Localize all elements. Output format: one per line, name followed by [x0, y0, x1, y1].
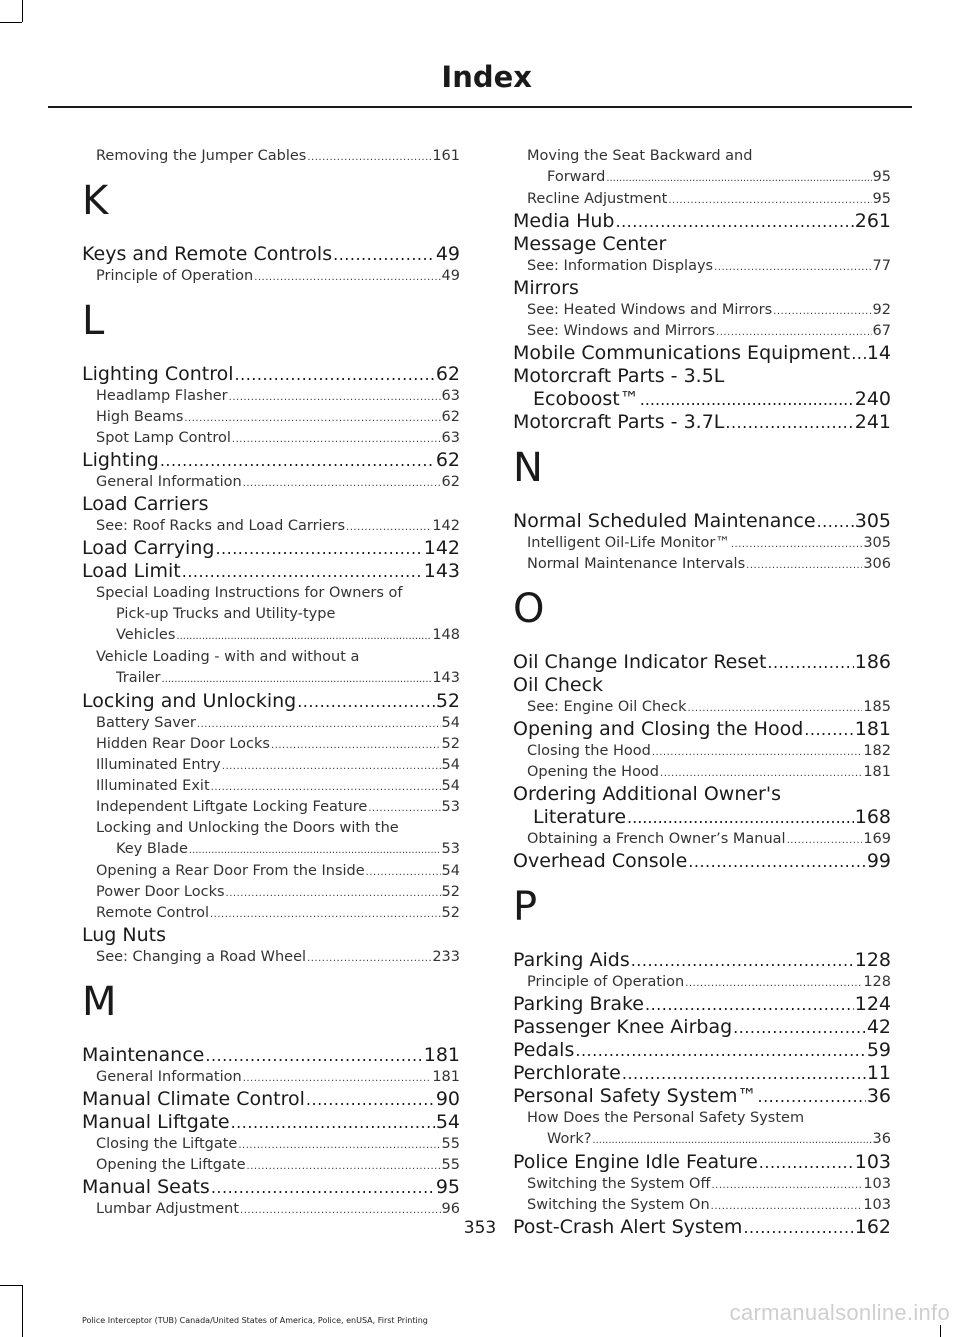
section-letter: K — [82, 178, 109, 224]
dot-leader — [688, 850, 866, 873]
dot-leader — [711, 1196, 863, 1217]
section-letter: L — [82, 298, 105, 344]
dot-leader — [271, 735, 441, 756]
entry-label: Oil Change Indicator Reset — [513, 651, 767, 673]
crop-mark-bottom-left-vertical — [22, 1285, 23, 1337]
dot-leader — [711, 1175, 862, 1196]
dot-leader — [211, 777, 441, 798]
index-entry[interactable] — [82, 243, 460, 266]
index-subentry[interactable] — [82, 647, 460, 690]
entry-label-line: How Does the Personal Safety System — [527, 1110, 805, 1126]
entry-label: Power Door Locks — [96, 884, 225, 900]
page-number: 353 — [463, 1218, 497, 1238]
index-subentry[interactable] — [82, 1199, 460, 1220]
dot-leader — [162, 669, 432, 690]
entry-page-number: 142 — [432, 518, 460, 534]
entry-label: Parking Brake — [513, 993, 644, 1015]
index-subentry[interactable] — [513, 1174, 891, 1195]
entry-page-number: 233 — [432, 949, 460, 965]
entry-page-number: 305 — [863, 535, 891, 551]
index-entry[interactable] — [513, 949, 891, 972]
dot-leader — [757, 1085, 865, 1108]
entry-page-number: 124 — [854, 993, 891, 1015]
entry-label: General Information — [96, 474, 242, 490]
entry-label: Forward — [547, 169, 606, 185]
index-entry[interactable] — [513, 783, 891, 829]
crop-mark-bottom-left-horizontal — [0, 1285, 22, 1286]
entry-page-number: 103 — [854, 1151, 891, 1173]
entry-page-number: 36 — [872, 1131, 891, 1147]
dot-leader — [714, 257, 871, 278]
entry-page-number: 169 — [863, 831, 891, 847]
entry-page-number: 306 — [863, 556, 891, 572]
dot-leader — [725, 411, 853, 434]
entry-page-number: 148 — [432, 627, 460, 643]
dot-leader — [731, 534, 862, 555]
dot-leader — [716, 322, 872, 343]
entry-page-number: 52 — [435, 690, 460, 712]
index-entry[interactable] — [82, 449, 460, 472]
dot-leader — [205, 1044, 422, 1067]
entry-page-number: 181 — [854, 718, 891, 740]
entry-page-number: 54 — [441, 715, 460, 731]
entry-page-number: 63 — [441, 388, 460, 404]
index-entry[interactable] — [82, 537, 460, 560]
entry-page-number: 62 — [441, 474, 460, 490]
dot-leader — [368, 798, 440, 819]
index-entry[interactable] — [513, 651, 891, 674]
entry-page-number: 95 — [872, 191, 891, 207]
dot-leader — [851, 342, 866, 365]
entry-label-line: Ordering Additional Owner's — [513, 783, 781, 805]
dot-leader — [231, 1111, 435, 1134]
dot-leader — [238, 1135, 440, 1156]
dot-leader — [307, 147, 431, 168]
entry-label: Lumbar Adjustment — [96, 1201, 240, 1217]
index-entry-heading[interactable]: Message Center — [513, 233, 667, 255]
section-letter: O — [513, 586, 545, 632]
entry-label: Maintenance — [82, 1044, 205, 1066]
entry-label: Battery Saver — [96, 715, 196, 731]
entry-page-number: 142 — [423, 537, 460, 559]
index-entry[interactable] — [513, 1151, 891, 1174]
entry-page-number: 241 — [854, 411, 891, 433]
entry-page-number: 181 — [423, 1044, 460, 1066]
entry-label: Pedals — [513, 1039, 575, 1061]
index-entry[interactable] — [82, 1111, 460, 1134]
entry-label-line: Pick-up Trucks and Utility-type — [116, 606, 336, 622]
footer-text: Police Interceptor (TUB) Canada/United States of America, Police, enUSA, First Printing — [82, 1316, 428, 1325]
dot-leader — [232, 429, 441, 450]
index-subentry[interactable] — [82, 583, 460, 647]
index-entry[interactable] — [513, 411, 891, 434]
entry-label: See: Roof Racks and Load Carriers — [96, 518, 346, 534]
entry-label: Parking Aids — [513, 949, 630, 971]
entry-label-line: Vehicle Loading - with and without a — [96, 649, 360, 665]
index-subentry[interactable] — [82, 472, 460, 493]
entry-label: Illuminated Entry — [96, 757, 221, 773]
index-entry[interactable] — [513, 510, 891, 533]
entry-label: Principle of Operation — [527, 974, 685, 990]
index-entry-heading[interactable]: Mirrors — [513, 277, 579, 299]
dot-leader — [229, 387, 441, 408]
index-subentry[interactable] — [513, 972, 891, 993]
index-subentry[interactable] — [513, 1108, 891, 1151]
dot-leader — [746, 555, 862, 576]
dot-leader — [346, 517, 431, 538]
crop-mark-top-left-vertical — [22, 0, 23, 22]
entry-label: Personal Safety System™ — [513, 1085, 757, 1107]
dot-leader — [254, 267, 440, 288]
dot-leader — [787, 830, 863, 851]
entry-page-number: 36 — [866, 1085, 891, 1107]
section-letter: M — [82, 979, 117, 1025]
entry-label: Principle of Operation — [96, 268, 254, 284]
index-entry[interactable] — [513, 1016, 891, 1039]
entry-label: See: Changing a Road Wheel — [96, 949, 307, 965]
entry-page-number: 96 — [441, 1201, 460, 1217]
dot-leader — [631, 949, 854, 972]
entry-label: Switching the System On — [527, 1197, 710, 1213]
entry-page-number: 99 — [866, 850, 891, 872]
entry-page-number: 52 — [441, 736, 460, 752]
entry-label: Passenger Knee Airbag — [513, 1016, 733, 1038]
entry-page-number: 14 — [866, 342, 891, 364]
entry-page-number: 49 — [441, 268, 460, 284]
index-subentry[interactable] — [513, 829, 891, 850]
index-subentry[interactable] — [82, 776, 460, 797]
dot-leader — [226, 883, 441, 904]
entry-label: Lighting Control — [82, 363, 234, 385]
entry-page-number: 62 — [435, 363, 460, 385]
entry-label: Closing the Hood — [527, 743, 651, 759]
index-entry[interactable] — [82, 560, 460, 583]
entry-page-number: 63 — [441, 430, 460, 446]
index-subentry[interactable] — [82, 407, 460, 428]
entry-page-number: 52 — [441, 884, 460, 900]
dot-leader — [184, 408, 440, 429]
entry-label: Removing the Jumper Cables — [96, 148, 307, 164]
index-subentry[interactable] — [513, 741, 891, 762]
index-entry[interactable] — [82, 1088, 460, 1111]
index-entry[interactable] — [513, 850, 891, 873]
index-subentry[interactable] — [82, 818, 460, 861]
entry-label: Normal Scheduled Maintenance — [513, 510, 816, 532]
dot-leader — [197, 714, 441, 735]
index-subentry[interactable] — [82, 861, 460, 882]
entry-label: Illuminated Exit — [96, 778, 210, 794]
entry-label: See: Windows and Mirrors — [527, 323, 716, 339]
entry-page-number: 54 — [441, 863, 460, 879]
entry-label: Keys and Remote Controls — [82, 243, 333, 265]
index-entry[interactable] — [513, 342, 891, 365]
entry-label: Load Limit — [82, 560, 181, 582]
entry-page-number: 53 — [441, 799, 460, 815]
entry-page-number: 186 — [854, 651, 891, 673]
index-subentry[interactable] — [513, 1195, 891, 1216]
entry-page-number: 59 — [866, 1039, 891, 1061]
index-entry[interactable] — [513, 718, 891, 741]
header-rule — [48, 106, 912, 108]
index-subentry[interactable] — [513, 554, 891, 575]
entry-page-number: 77 — [872, 258, 891, 274]
index-subentry[interactable] — [82, 734, 460, 755]
entry-label: High Beams — [96, 409, 184, 425]
index-subentry[interactable] — [513, 321, 891, 342]
dot-leader — [306, 1088, 435, 1111]
dot-leader — [652, 742, 862, 763]
dot-leader — [759, 1151, 854, 1174]
entry-label: Headlamp Flasher — [96, 388, 228, 404]
dot-leader — [297, 690, 435, 713]
dot-leader — [627, 806, 854, 829]
dot-leader — [640, 388, 854, 411]
dot-leader — [210, 904, 441, 925]
entry-page-number: 103 — [863, 1176, 891, 1192]
index-subentry[interactable] — [82, 947, 460, 968]
entry-label: Lighting — [82, 449, 159, 471]
entry-label: Recline Adjustment — [527, 191, 668, 207]
entry-page-number: 103 — [863, 1197, 891, 1213]
index-subentry[interactable] — [82, 386, 460, 407]
entry-page-number: 55 — [441, 1157, 460, 1173]
entry-label: Manual Seats — [82, 1176, 210, 1198]
index-entry-heading[interactable]: Load Carriers — [82, 493, 209, 515]
index-subentry[interactable] — [82, 266, 460, 287]
entry-label: Load Carrying — [82, 537, 215, 559]
dot-leader — [366, 862, 441, 883]
entry-label: Manual Liftgate — [82, 1111, 230, 1133]
dot-leader — [622, 1062, 866, 1085]
entry-page-number: 62 — [435, 449, 460, 471]
index-subentry[interactable] — [513, 189, 891, 210]
dot-leader — [804, 718, 853, 741]
entry-label: Opening and Closing the Hood — [513, 718, 804, 740]
entry-page-number: 54 — [441, 757, 460, 773]
entry-page-number: 54 — [435, 1111, 460, 1133]
index-subentry[interactable] — [513, 256, 891, 277]
entry-page-number: 128 — [854, 949, 891, 971]
crop-mark-bottom-right-vertical — [940, 1325, 941, 1337]
entry-label: Perchlorate — [513, 1062, 621, 1084]
entry-page-number: 53 — [441, 841, 460, 857]
entry-page-number: 42 — [866, 1016, 891, 1038]
dot-leader — [333, 243, 435, 266]
index-entry[interactable] — [513, 993, 891, 1016]
entry-page-number: 261 — [854, 210, 891, 232]
dot-leader — [575, 1039, 865, 1062]
entry-label: Hidden Rear Door Locks — [96, 736, 270, 752]
dot-leader — [243, 1068, 432, 1089]
entry-page-number: 62 — [441, 409, 460, 425]
crop-mark-top-left-horizontal — [0, 22, 22, 23]
index-subentry[interactable] — [513, 533, 891, 554]
entry-page-number: 92 — [872, 302, 891, 318]
index-entry[interactable] — [513, 1062, 891, 1085]
entry-label: Media Hub — [513, 210, 615, 232]
entry-page-number: 143 — [423, 560, 460, 582]
entry-label: Motorcraft Parts - 3.7L — [513, 411, 725, 433]
entry-label: Switching the System Off — [527, 1176, 711, 1192]
index-subentry[interactable] — [82, 1155, 460, 1176]
index-subentry[interactable] — [513, 697, 891, 718]
entry-page-number: 182 — [863, 743, 891, 759]
watermark: carmanualsonline.info — [729, 1300, 950, 1325]
dot-leader — [176, 626, 431, 647]
dot-leader — [645, 993, 854, 1016]
entry-label: See: Engine Oil Check — [527, 699, 687, 715]
entry-page-number: 54 — [441, 778, 460, 794]
index-subentry[interactable] — [82, 903, 460, 924]
entry-page-number: 143 — [432, 670, 460, 686]
entry-page-number: 168 — [854, 806, 891, 828]
entry-label: Closing the Liftgate — [96, 1136, 238, 1152]
entry-label: Opening the Hood — [527, 764, 660, 780]
dot-leader — [773, 301, 871, 322]
index-entry[interactable] — [513, 365, 891, 411]
entry-label-line: Moving the Seat Backward and — [527, 148, 753, 164]
index-subentry[interactable] — [82, 882, 460, 903]
entry-label: Opening the Liftgate — [96, 1157, 246, 1173]
index-entry[interactable] — [82, 363, 460, 386]
entry-label: See: Information Displays — [527, 258, 714, 274]
dot-leader — [307, 948, 431, 969]
index-column-left — [82, 146, 460, 1220]
index-subentry[interactable] — [82, 516, 460, 537]
entry-page-number: 162 — [854, 1216, 891, 1238]
entry-page-number: 181 — [863, 764, 891, 780]
dot-leader — [668, 190, 871, 211]
index-entry[interactable] — [513, 1039, 891, 1062]
dot-leader — [733, 1016, 866, 1039]
dot-leader — [606, 168, 871, 189]
dot-leader — [767, 651, 853, 674]
entry-page-number: 90 — [435, 1088, 460, 1110]
index-subentry[interactable] — [82, 797, 460, 818]
entry-page-number: 52 — [441, 905, 460, 921]
dot-leader — [616, 210, 854, 233]
entry-label: Literature — [533, 806, 627, 828]
index-subentry[interactable] — [513, 762, 891, 783]
page-title: Index — [441, 60, 532, 94]
dot-leader — [688, 698, 863, 719]
index-subentry[interactable] — [82, 713, 460, 734]
entry-page-number: 240 — [854, 388, 891, 410]
entry-label: Manual Climate Control — [82, 1088, 305, 1110]
entry-label: Key Blade — [116, 841, 188, 857]
index-subentry[interactable] — [82, 1134, 460, 1155]
dot-leader — [660, 763, 862, 784]
entry-label: Opening a Rear Door From the Inside — [96, 863, 365, 879]
entry-label: Overhead Console — [513, 850, 688, 872]
index-subentry[interactable] — [513, 300, 891, 321]
entry-page-number: 55 — [441, 1136, 460, 1152]
section-letter: N — [513, 445, 543, 491]
index-column-right — [513, 146, 891, 1239]
section-letter: P — [513, 884, 538, 930]
dot-leader — [189, 840, 441, 861]
index-entry[interactable] — [82, 1044, 460, 1067]
index-entry[interactable] — [513, 1085, 891, 1108]
index-entry-heading[interactable]: Oil Check — [513, 674, 603, 696]
dot-leader — [235, 363, 435, 386]
entry-label-line: Motorcraft Parts - 3.5L — [513, 365, 725, 387]
entry-label-line: Special Loading Instructions for Owners of — [96, 585, 403, 601]
entry-label: Intelligent Oil-Life Monitor™ — [527, 535, 730, 551]
entry-label: Locking and Unlocking — [82, 690, 297, 712]
index-subentry[interactable] — [82, 1067, 460, 1088]
dot-leader — [685, 973, 862, 994]
dot-leader — [243, 473, 441, 494]
entry-page-number: 185 — [863, 699, 891, 715]
entry-label: Mobile Communications Equipment — [513, 342, 851, 364]
entry-label: Spot Lamp Control — [96, 430, 231, 446]
entry-page-number: 181 — [432, 1069, 460, 1085]
dot-leader — [211, 1176, 435, 1199]
index-entry[interactable] — [513, 210, 891, 233]
entry-label: Obtaining a French Owner’s Manual — [527, 831, 786, 847]
dot-leader — [592, 1130, 871, 1151]
dot-leader — [160, 449, 435, 472]
index-subentry[interactable] — [82, 146, 460, 167]
dot-leader — [817, 510, 854, 533]
entry-label: Work? — [547, 1131, 592, 1147]
entry-label-line: Locking and Unlocking the Doors with the — [96, 820, 399, 836]
index-entry-heading[interactable]: Lug Nuts — [82, 924, 166, 946]
entry-label: Ecoboost™ — [533, 388, 639, 410]
entry-label: Post-Crash Alert System — [513, 1216, 743, 1238]
entry-label: Remote Control — [96, 905, 209, 921]
entry-label: Normal Maintenance Intervals — [527, 556, 746, 572]
index-entry[interactable] — [82, 690, 460, 713]
entry-label: Vehicles — [116, 627, 176, 643]
entry-page-number: 67 — [872, 323, 891, 339]
entry-page-number: 95 — [435, 1176, 460, 1198]
entry-page-number: 305 — [854, 510, 891, 532]
entry-label: Police Engine Idle Feature — [513, 1151, 758, 1173]
dot-leader — [215, 537, 422, 560]
entry-page-number: 95 — [872, 169, 891, 185]
entry-label: See: Heated Windows and Mirrors — [527, 302, 773, 318]
index-subentry[interactable] — [513, 146, 891, 189]
entry-page-number: 128 — [863, 974, 891, 990]
entry-label: Independent Liftgate Locking Feature — [96, 799, 368, 815]
entry-label: Trailer — [116, 670, 161, 686]
entry-page-number: 49 — [435, 243, 460, 265]
index-subentry[interactable] — [82, 755, 460, 776]
dot-leader — [222, 756, 441, 777]
index-subentry[interactable] — [82, 428, 460, 449]
entry-page-number: 161 — [432, 148, 460, 164]
entry-page-number: 11 — [866, 1062, 891, 1084]
dot-leader — [247, 1156, 441, 1177]
entry-label: General Information — [96, 1069, 242, 1085]
index-entry[interactable] — [82, 1176, 460, 1199]
dot-leader — [182, 560, 423, 583]
